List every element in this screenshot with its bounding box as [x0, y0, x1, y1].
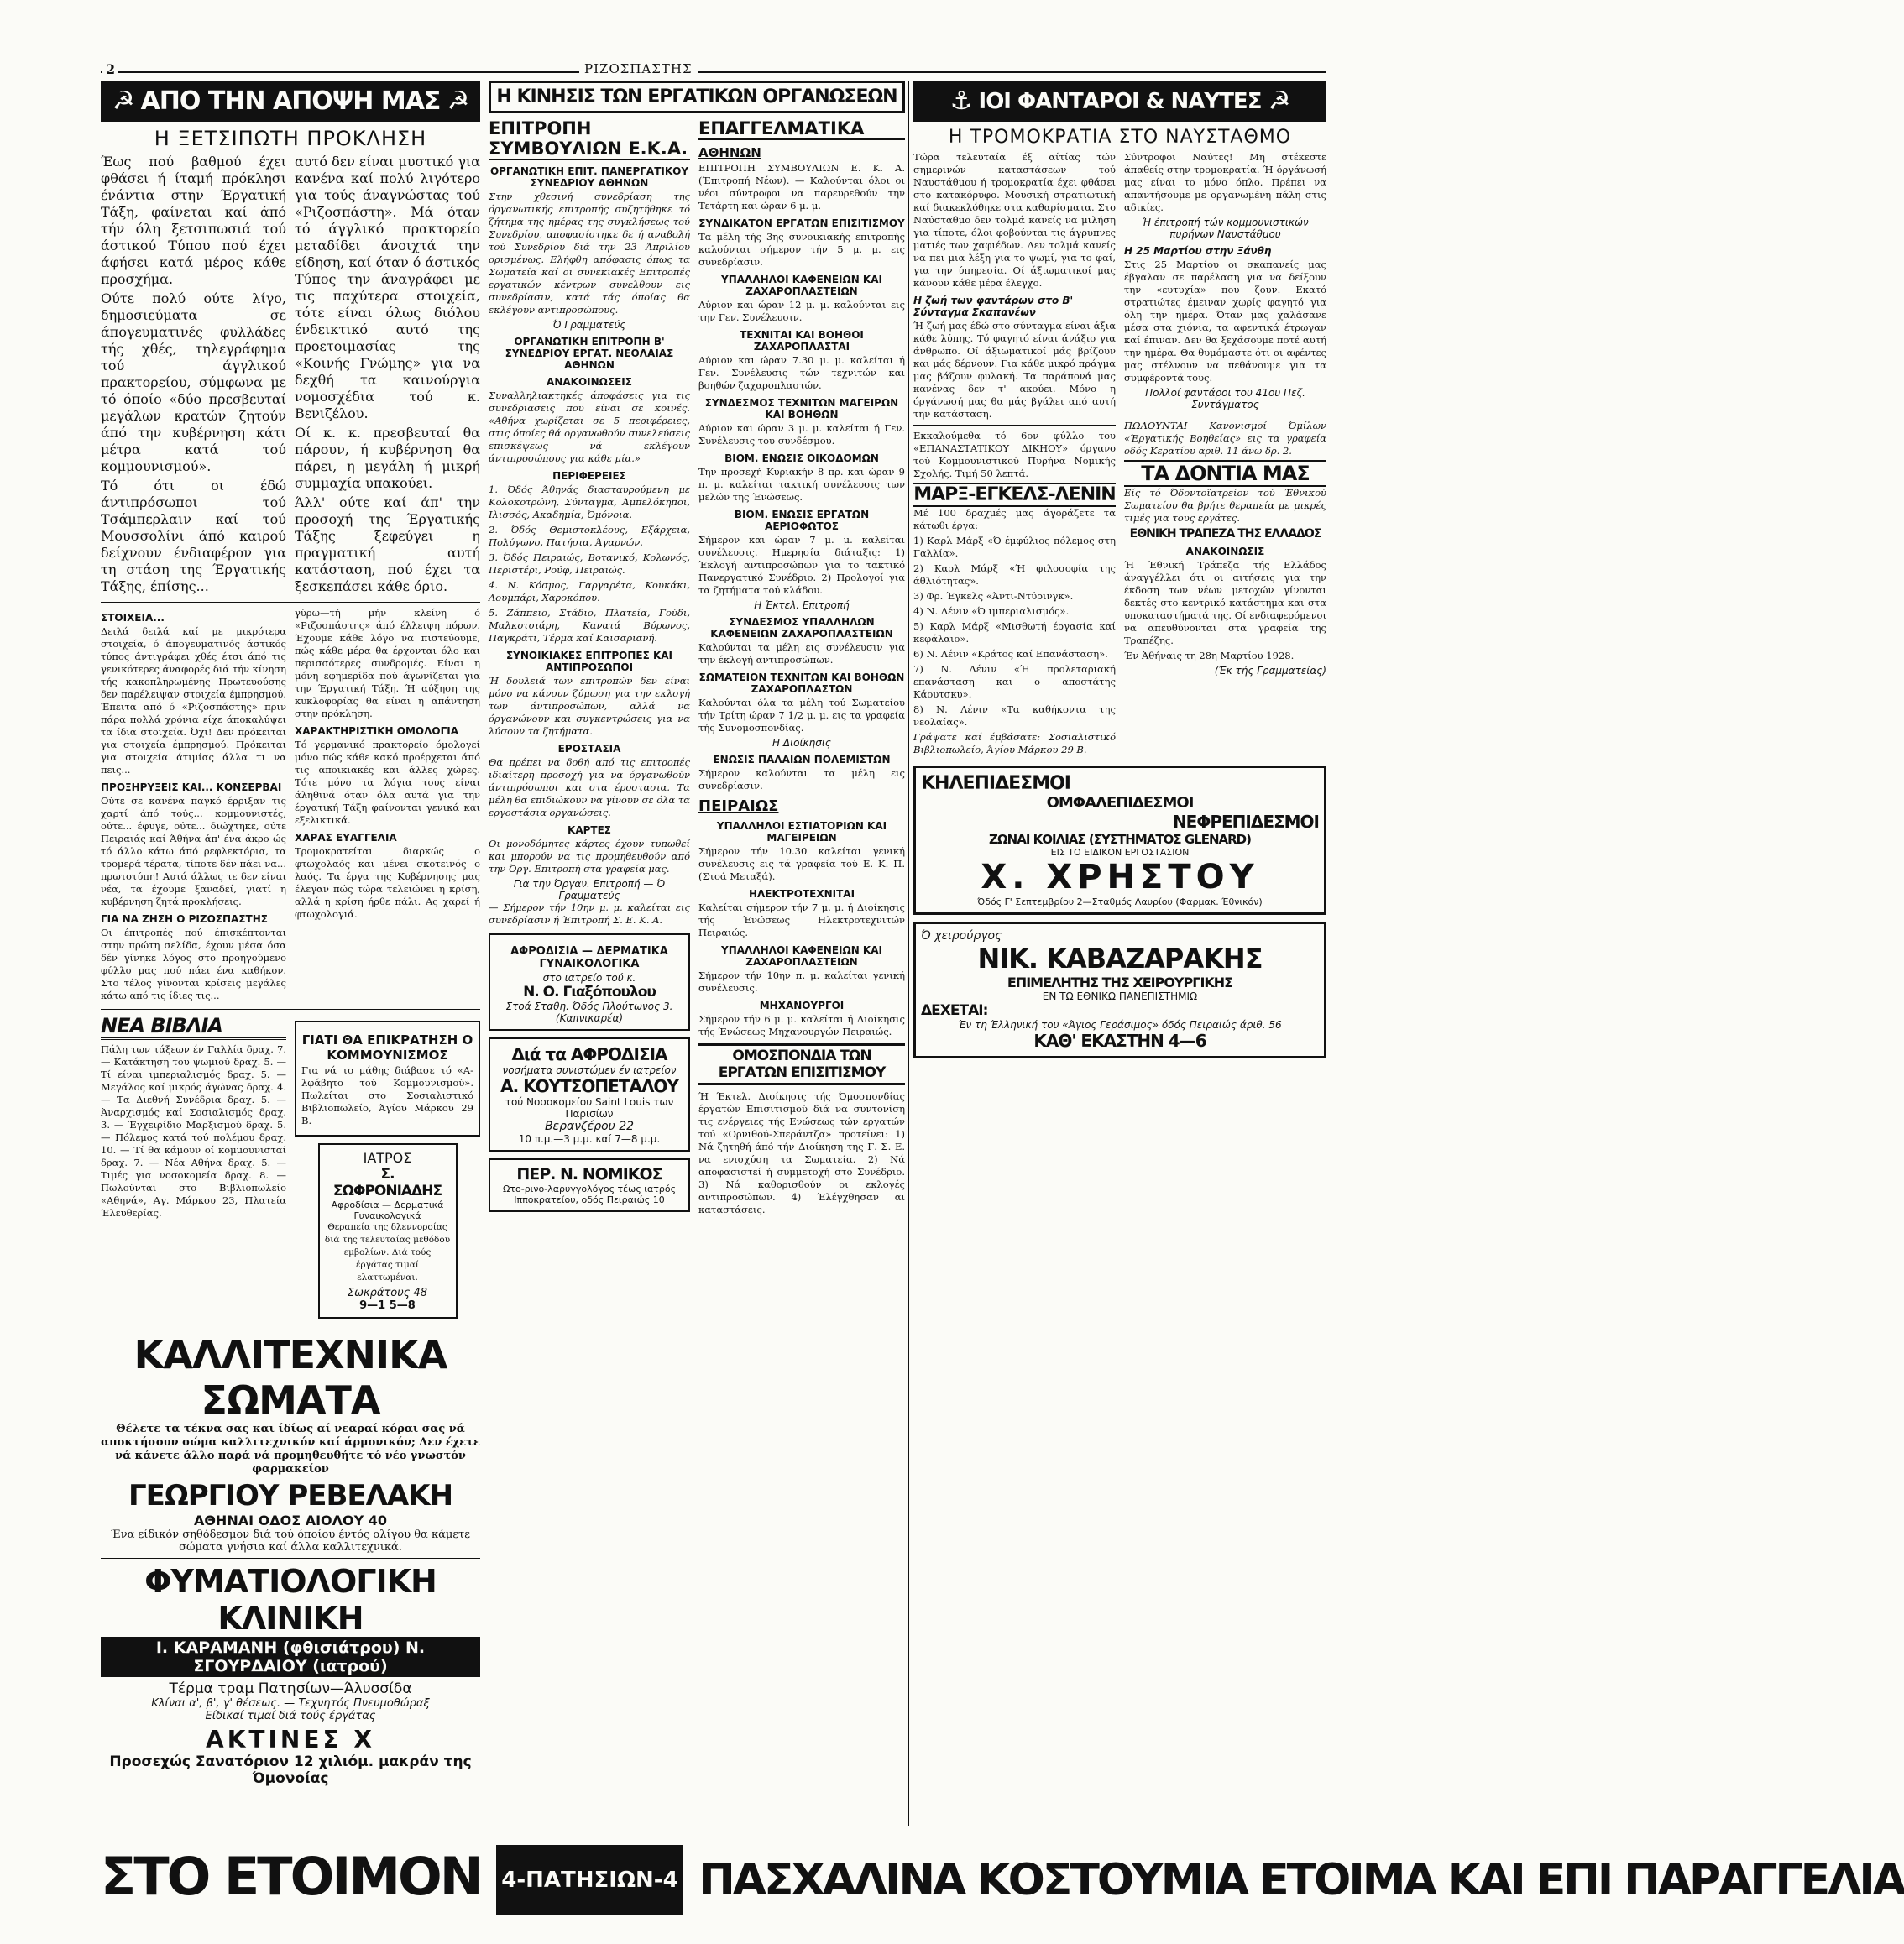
ad-kallitexnika-title: ΚΑΛΛΙΤΕΧΝΙΚΑ ΣΩΜΑΤΑ [133, 1332, 447, 1423]
ad-hours: 10 π.μ.—3 μ.μ. καί 7—8 μ.μ. [518, 1133, 661, 1145]
ad-address: Έν τη Έλληνική του «Άγιος Γεράσιμος» όδός Πειραιώς άριθ. 56 [958, 1019, 1282, 1031]
doctor-address: Σωκράτους 48 [347, 1287, 428, 1299]
ad-name: Ν. Ο. Γιαξόπουλου [523, 984, 656, 1001]
section-banner [913, 81, 1326, 122]
notice-text: Οι μονοδόμητες κάρτες έχουν τυπωθεί και μπορούν να τις προμηθευθούν από την Όργ. Επιτροπή στα γραφεία μας. [489, 838, 690, 875]
notice-text: Θα πρέπει να δοθή από τις επιτροπές ιδιαίτερη προσοχή για να όργανωθούν άντιπρόσωποι και στα έροστασια. Τα μέλη θα επιδιώκουν να γίνουν σε όλα τα εργοστάσια οργανώσεις. [489, 756, 690, 818]
divider [101, 602, 480, 603]
ad-name: ΝΙΚ. ΚΑΒΑΖΑΡΑΚΗΣ [977, 943, 1263, 975]
teeth-text: Είς τό Όδοντοϊατρείον τού Έθνικού Σωματείου θα βρήτε θεραπεία με μικρές τιμές για τους εργάτες. [1124, 487, 1326, 524]
article-heading: Η 25 Μαρτίου στην Ξάνθη [1124, 245, 1272, 257]
notice-subtitle: ΣΥΝΟΙΚΙΑΚΕΣ ΕΠΙΤΡΟΠΕΣ ΚΑΙ ΑΝΤΙΠΡΟΣΩΠΟΙ [505, 650, 673, 673]
region-item: 5. Ζάππειο, Στάδιο, Πλατεία, Γούδι, Μαλκοτσιάρη, Κανατά Βύρωνος, Παγκράτι, Τέρμα καί Καισαριανή. [489, 607, 690, 644]
article-lead: Έως πού βαθμού έχει φθάσει ή ίταμή πρόκλησι ένάντια στην Έργατική Τάξη, φαίνεται καί άπό τήν όλη ξετσιπωσιά τού άστικού Τύπου πού έχει άφήσει κατά μέρος κάθε προσχήμα. [101, 154, 286, 287]
books2-item: 5) Καρλ Μάρξ «Μισθωτή έργασία καί κεφάλαιο». [913, 620, 1116, 645]
ad-nomikos [489, 1158, 690, 1212]
notice-subtitle: ΕΡΟΣΤΑΣΙΑ [557, 743, 621, 755]
ad-line: ΕΙΣ ΤΟ ΕΙΔΙΚΟΝ ΕΡΓΟΣΤΑΣΙΟΝ [1050, 847, 1190, 858]
notice-title: ΟΡΓΑΝΩΤΙΚΗ ΕΠΙΤΡΟΠΗ Β' ΣΥΝΕΔΡΙΟΥ ΕΡΓΑΤ. ΝΕΟΛΑΙΑΣ ΑΘΗΝΩΝ [505, 336, 674, 371]
notice-title: ΤΕΧΝΙΤΑΙ ΚΑΙ ΒΟΗΘΟΙ ΖΑΧΑΡΟΠΛΑΣΤΑΙ [740, 329, 864, 353]
section-heading: ΣΤΟΙΧΕΙΑ... [101, 612, 165, 624]
ad-line: ΕΠΙΜΕΛΗΤΗΣ ΤΗΣ ΧΕΙΡΟΥΡΓΙΚΗΣ [1007, 975, 1233, 990]
ad-text: στο ιατρείο τού κ. [542, 972, 636, 984]
ad-hernia [913, 766, 1326, 915]
article-paragraph: Τό γερμανικό πρακτορείο όμολογεί μόνο πώς κάθε κακό προέρχεται άπό τις αποικιακές και άλλες χώρες. Τότε μόνο τα λόγια τους είναι άληθινά όταν όλα αυτά για την έργατική Τάξη φαίνονται γενικά και εξελικτικά. [295, 739, 480, 826]
article-paragraph: αυτό δεν είναι μυστικό για κανένα καί πολύ λιγότερο για τούς άναγνώστας τού «Ριζοσπάστη». Μά όταν τό άγγλικό πρακτορείο μεταδίδει άνοιχτά την είδηση, καί όταν ό άστικός Τύπος την άναγράφει με τις παχύτερα στοιχεία, τότε είναι όλως διόλου ένδεικτικό αυτό της προετοιμασίας της «Κοινής Γνώμης» για να δεχθή τα καινούργια νομοσχέδια τού κ. Βενιζέλου. [295, 154, 480, 421]
bank-date: Έν Άθήναις τη 28η Μαρτίου 1928. [1124, 650, 1295, 661]
doctor-text: Θεραπεία της δλεννοροίας διά της τελευταίας μεθόδου εμβολίων. Διά τούς έργάτας τιμαί ελαττωμέναι. [324, 1222, 451, 1283]
column-1 [101, 81, 480, 1787]
notice-title: ΣΩΜΑΤΕΙΟΝ ΤΕΧΝΙΤΩΝ ΚΑΙ ΒΟΗΘΩΝ ΖΑΧΑΡΟΠΛΑΣΤΩΝ [698, 672, 905, 695]
region-item: 3. Όδός Πειραιώς, Βοτανικό, Κολωνός, Περιστέρι, Ρούφ, Πειραιώς. [489, 551, 690, 576]
ad-text: Ωτο-ρινο-λαρυγγολόγος τέως ιατρός Ιπποκρατείου, οδός Πειραιώς 10 [502, 1184, 677, 1205]
notice-title: ΒΙΟΜ. ΕΝΩΣΙΣ ΕΡΓΑΤΩΝ ΑΕΡΙΟΦΩΤΟΣ [734, 509, 870, 532]
notice-text: Σήμερον και ώραν 7 μ. μ. καλείται συνέλευσις. Ημερησία διάταξις: 1) Έκλογή αντιπροσώπων για το τακτικό Πανεργατικό Συνέδριο. 2) Προλογοί για τα ζητήματα τού κλάδου. [698, 534, 905, 596]
bottom-banner-middle: 4-ΠΑΤΗΣΙΩΝ-4 [496, 1845, 683, 1915]
article-paragraph: Άλλ' ούτε καί άπ' την προσοχή της Έργατικής Τάξης ξεφεύγει η πραγματική αυτή κατάσταση, πού έχει τα ξεσκεπάσει κάθε όριο. [295, 494, 480, 594]
notice-title: ΣΥΝΔΕΣΜΟΣ ΥΠΑΛΛΗΛΩΝ ΚΑΦΕΝΕΙΩΝ ΖΑΧΑΡΟΠΛΑΣΤΕΙΩΝ [710, 616, 893, 640]
bottom-banner [101, 1843, 1904, 1915]
books2-intro: Μέ 100 δραχμές μας άγοράζετε τα κάτωθι έργα: [913, 507, 1116, 531]
article-paragraph: Οι έπιτροπές πού έπισκέπτονται στην πρώτη σελίδα, έχουν μέσα όσα δέν γίνηκε λόγος στο προηγούμενο φύλλο μας πού πάει ένα καθήκον. Στο τέλος γίνονται κρίσεις μεγάλες κάτω από τις ίδιες τις... [101, 927, 286, 1001]
banner-title: ΑΠΟ ΤΗΝ ΑΠΟΨΗ ΜΑΣ [140, 86, 441, 116]
notice-text: Στην χθεσινή συνεδρίαση της όργανωτικής επιτροπής συζητήθηκε τό ζήτημα της ημέρας της συγκλήσεως τού Συνεδρίου, αποφασίστηκε δε ή αναβολή τού Συνεδρίου διά την 23 Άπριλίου ορισμένως. Ελήφθη απόφασις όπως τα Σωματεία καί οι συνεκιακές Επιτροπές εργατικών κέντρων συνελθουν εις συνεδρίασιν, κατά τάς όποίας θα εκλέγουν αντιπροσώπους. [489, 191, 690, 316]
article-paragraph: Ή ζωή μας έδώ στο σύνταγμα είναι άξια κάθε λύπης. Τό φαγητό είναι άνάξιο για άνθρωπο. Οί άξιωματικοί μάς βρίζουν και μάς δέρνουν. Για κάθε μικρό πράγμα μας βάζουν φυλακή. Τα παράπονά μας κανένας δεν τ' ακούει. Μόνο η όργάνωσή μας θα μάς βγάλει από αυτή την κατάσταση. [913, 320, 1116, 420]
ad-line: ΝΕΦΡΕΠΙΔΕΣΜΟΙ [1172, 812, 1319, 832]
federation-title: ΟΜΟΣΠΟΝΔΙΑ ΤΩΝ ΕΡΓΑΤΩΝ ΕΠΙΣΙΤΙΣΜΟΥ [698, 1043, 905, 1085]
ad-line: ΟΜΦΑΛΕΠΙΔΕΣΜΟΙ [1046, 794, 1194, 812]
books2-title: ΜΑΡΞ-ΕΓΚΕΛΣ-ΛΕΝΙΝ [913, 484, 1116, 505]
notice-text: Ή Έκτελ. Διοίκησις τής Όμοσπονδίας έργατών Επισιτισμού διά να συντονίση τις ενέργειες τής Ενώσεως τών εργατών τού «Ορνιθού-Σπεράντζα» προτείνει: 1) Νά ζητηθή άπό τήν Διοίκηση της Γ. Σ. Ε. να ενισχύση τα Σωματεία. 2) Νά αποφασιστεί ή συμμετοχή στο Συνέδριο. 3) Νά καθορισθούν οι εκλογές αντιπροσώπων. 4) Έλέγχθησαν αι καταστάσεις. [698, 1090, 905, 1215]
books-title: ΝΕΑ ΒΙΒΛΙΑ [101, 1014, 286, 1040]
ad-clinic-doctors: Ι. ΚΑΡΑΜΑΝΗ (φθισιάτρου) Ν. ΣΓΟΥΡΔΑΙΟΥ (ιατρού) [101, 1637, 480, 1677]
notice-title: ΕΝΩΣΙΣ ΠΑΛΑΙΩΝ ΠΟΛΕΜΙΣΤΩΝ [713, 754, 891, 766]
notice-subtitle: ΚΑΡΤΕΣ [568, 824, 611, 836]
ad-text: νοσήματα συνιστώμεν έν ιατρείον [502, 1064, 677, 1076]
article-paragraph: Τό ότι οι έδώ άντιπρόσωποι τού Τσάμπερλαιν καί τού Μουσσολίνι άπό καιρού δείχνουν ένδιαφέρον για τη στάση της Έργατικής Τάξης, έπίσης... [101, 478, 286, 594]
ad-koutsopetalou [489, 1037, 690, 1152]
notice-title: ΥΠΑΛΛΗΛΟΙ ΕΣΤΙΑΤΟΡΙΩΝ ΚΑΙ ΜΑΓΕΙΡΕΙΩΝ [716, 820, 887, 844]
books2-item: 2) Καρλ Μάρξ «Ή φιλοσοφία της άθλιότητας». [913, 562, 1116, 587]
books2-item: 6) Ν. Λένιν «Κράτος καί Επανάσταση». [913, 648, 1108, 660]
notice-text: Αύριον και ώραν 7.30 μ. μ. καλείται ή Γεν. Συνέλευσις τών τεχνιτών και βοηθών ζαχαροπλαστών. [698, 354, 905, 391]
books2-item: 3) Φρ. Έγκελς «Άντι-Ντύρινγκ». [913, 590, 1074, 602]
ad-xrays-title: ΑΚΤΙΝΕΣ Χ [206, 1726, 375, 1753]
notice-subtitle: ΑΝΑΚΟΙΝΩΣΕΙΣ [547, 376, 632, 388]
divider [101, 1558, 480, 1559]
notice-text: Τα μέλη τής 3ης συνοικιακής επιτροπής καλούνται σήμερον τήν 5 μ. μ. εις συνεδρίασιν. [698, 231, 905, 268]
notice-signature: Για την Όργαν. Επιτροπή — Ό Γραμματεύς [513, 878, 666, 901]
books2-item: 8) Ν. Λένιν «Τα καθήκοντα της νεολαίας». [913, 703, 1116, 728]
ad-xrays-text: Προσεχώς Σανατόριον 12 χιλιόμ. μακράν της Όμονοίας [109, 1753, 472, 1787]
notice-text: ΕΠΙΤΡΟΠΗ ΣΥΜΒΟΥΛΙΩΝ Ε. Κ. Α. (Έπιτροπή Νέων). — Καλούνται όλοι οι νέοι σύντροφοι να παρευρεθούν την Τετάρτη και ώραν 6 μ. μ. [698, 162, 905, 212]
article-signature: Πολλοί φαντάροι του 41ου Πεζ. Συντάγματος [1145, 387, 1305, 410]
ad-clinic-line: Είδικαί τιμαί διά τούς έργάτας [205, 1710, 376, 1722]
ad-clinic-line: Κλίναι α', β', γ' θέσεως. — Τεχνητός Πνευμοθώραξ [151, 1697, 430, 1710]
article-paragraph: Σύντροφοι Ναύτες! Μη στέκεστε άπαθείς στην τρομοκρατία. Ή όργάνωσή μας είναι το μόνο όπλο. Πρέπει να απαντήσουμε με οργανωμένη πάλη στις αδικίες. [1124, 151, 1326, 213]
divider [913, 425, 1116, 426]
page-number: 2 [102, 61, 118, 77]
article-title: Η ΞΕΤΣΙΠΩΤΗ ΠΡΟΚΛΗΣΗ [154, 127, 427, 150]
notice-title: ΥΠΑΛΛΗΛΟΙ ΚΑΦΕΝΕΙΩΝ ΚΑΙ ΖΑΧΑΡΟΠΛΑΣΤΕΙΩΝ [721, 944, 882, 968]
column-3 [489, 81, 905, 1219]
section-heading: ΠΡΟΞΗΡΥΞΕΙΣ ΚΑΙ... ΚΟΝΣΕΡΒΑΙ [101, 781, 282, 793]
notice-text: Αύριον και ώραν 3 μ. μ. καλείται ή Γεν. Συνέλευσις του συνδέσμου. [698, 422, 905, 447]
doctor-ad [318, 1143, 458, 1319]
article-heading: Η ζωή των φαντάρων στο Β' Σύνταγμα Σκαπανέων [913, 295, 1074, 318]
article-paragraph: Ούτε σε κανένα παγκό έρριξαν τις χαρτί άπό τούς... κομμουνιστές, ούτε... έφυγε, ούτε... διώχτηκε, ούτε Πειραιάς καί Άθήνα άπ' ένα άκρο ώς τό άλλο κάτω άπό ρεφλεκτόρια, τα τρομερά τέρατα, τίποτε δέν πάει να... πρωτοτύπη! Αυτά άλλως τε δεν είναι νέα, τα έχουμε ξαναδεί, γιατί η κυβέρνηση ζητά προκλήσεις. [101, 795, 286, 907]
doctor-name: Σ. ΣΩΦΡΟΝΙΑΔΗΣ [332, 1166, 442, 1199]
ad-box [295, 1021, 480, 1137]
notice-text: Σήμερον καλούνται τα μέλη εις συνεδρίασιν. [698, 767, 905, 792]
notice-title: ΒΙΟΜ. ΕΝΩΣΙΣ ΟΙΚΟΔΟΜΩΝ [724, 452, 879, 464]
article-paragraph: Τρομοκρατείται διαρκώς ο φτωχολαός και μένει σκοτεινός ο λαός. Τα έργα της Κυβέρνησης μας έλεγαν πώς τώρα τελειώνει η κρίση, αλλά η κρίση ήρθε πάλι. Ας χαρεί ή φτωχολογιά. [295, 845, 480, 920]
column-4 [913, 81, 1326, 1065]
ad-clinic-line: Τέρμα τραμ Πατησίων—Άλυσσίδα [169, 1680, 412, 1697]
region-item: 1. Όδός Άθηνάς διασταυρούμενη με Κολοκοτρώνη, Σύνταγμα, Άμπελόκηποι, Ιλισσός, Ακαδημία, Όμόνοια. [489, 483, 690, 520]
bank-title: ΕΘΝΙΚΗ ΤΡΑΠΕΖΑ ΤΗΣ ΕΛΛΑΔΟΣ [1129, 527, 1321, 541]
notice-text: Καλούνται όλα τα μέλη τού Σωματείου τήν Τρίτη ώραν 7 1/2 μ. μ. εις τα γραφεία τής Συνομοσπονδίας. [698, 697, 905, 734]
notice-text: ΠΩΛΟΥΝΤΑΙ Κανονισμοί Όμίλων «Έργατικής Βοηθείας» εις τα γραφεία οδός Κερατίου αριθ. 11 άνω δρ. 2. [1124, 420, 1326, 457]
section-heading: ΕΠΙΤΡΟΠΗ ΣΥΜΒΟΥΛΙΩΝ Ε.Κ.Α. [489, 118, 690, 160]
ad-surgeon [913, 922, 1326, 1058]
masthead: ΡΙΖΟΣΠΑΣΤΗΣ [579, 61, 698, 76]
hammer-sickle-icon: ☭ [447, 86, 469, 116]
books2-item: 1) Καρλ Μάρξ «Ό έμφύλιος πόλεμος στη Γαλλία». [913, 535, 1116, 559]
teeth-title: ΤΑ ΔΟΝΤΙΑ ΜΑΣ [1124, 460, 1326, 487]
ad-name: Α. ΚΟΥΤΣΟΠΕΤΑΛΟΥ [500, 1076, 678, 1096]
ad-line: Ό χειρούργος [921, 929, 1002, 943]
section-heading: ΕΠΑΓΓΕΛΜΑΤΙΚΑ [698, 118, 905, 140]
section-heading: ΓΙΑ ΝΑ ΖΗΣΗ Ο ΡΙΖΟΣΠΑΣΤΗΣ [101, 913, 268, 925]
notice-signature: Η Έκτελ. Επιτροπή [754, 599, 850, 611]
notice-text: Σήμερον τήν 6 μ. μ. καλείται ή Διοίκησις τής Ένώσεως Μηχανουργών Πειραιώς. [698, 1013, 905, 1037]
region-item: 2. Όδός Θεμιστοκλέους, Εξάρχεια, Πολύγωνο, Πατήσια, Άγαρνών. [489, 524, 690, 548]
books2-footer: Γράψατε καί έμβάσατε: Σοσιαλιστικό Βιβλιοπωλείο, Άγίου Μάρκου 29 Β. [913, 731, 1116, 755]
section-banner: Η ΚΙΝΗΣΙΣ ΤΩΝ ΕΡΓΑΤΙΚΩΝ ΟΡΓΑΝΩΣΕΩΝ [489, 81, 905, 113]
ad-address: Βερανζέρου 22 [544, 1120, 635, 1133]
doctor-specialty: Αφροδίσια — Δερματικά Γυναικολογικά [331, 1199, 444, 1221]
divider [101, 1009, 480, 1010]
ad-kallitexnika-text: Θέλετε τα τέκνα σας και ίδίως αί νεαραί κόραι σας νά αποκτήσουν σώμα καλλιτεχνικόν καί άρμονικόν; Δεν έχετε νά κάνετε άλλο παρά νά προμηθευθήτε τό νέο γνωστόν φαρμακείον [101, 1423, 480, 1476]
ad-text: τού Νοσοκομείου Saint Louis των Παρισίων [505, 1096, 674, 1120]
ad-rebelaki-title: ΓΕΩΡΓΙΟΥ ΡΕΒΕΛΑΚΗ [128, 1479, 453, 1513]
bottom-banner-left: ΣΤΟ ΕΤΟΙΜΟΝ [101, 1846, 481, 1907]
notice-title: ΗΛΕΚΤΡΟΤΕΧΝΙΤΑΙ [748, 888, 855, 900]
region-item: 4. Ν. Κόσμος, Γαργαρέτα, Κουκάκι, Λουμπάρι, Χαροκόπου. [489, 579, 690, 604]
hammer-sickle-icon: ☭ [112, 86, 134, 116]
notice-signature: Ό Γραμματεύς [552, 319, 626, 331]
doctor-label: ΙΑΤΡΟΣ [363, 1150, 412, 1166]
hammer-sickle-icon: ☭ [1268, 86, 1290, 116]
article-paragraph: Ούτε πολύ ούτε λίγο, δημοσιεύματα σε άπογευματινές φυλλάδες τής χθές, τηλεγράφημα τού άγγλικού πρακτορείου, σύμφωνα με τό όποίο «δύο πρεσβευταί μεγάλων κρατών ζητούν άπό την κυβέρνηση κάτι μέτρα κατά τού κομμουνισμού». [101, 290, 286, 474]
article-paragraph: Δειλά δειλά καί με μικρότερα στοιχεία, ό άπογευματινός άστικός τύπος άντιγράφει χθές έτσι άπό τις γενικότερες άναφορές διά τήν κίνηση τής κακοπληρωμένης Πρωτευούσης δεν παρέλειψαν στοιχεία έμπρησμού. Έπειτα από ό «Ριζοσπάστης» πριν πάρα πολλά χρόνια είχε άποκαλύψει τα ίδια στοιχεία. Όχι! Δεν πρόκειται για στοιχεία έμπρησμού. Πρόκειται για στοιχεία άτιμίας άλλα τι να πεις... [101, 625, 286, 776]
ad-title: ΓΙΑΤΙ ΘΑ ΕΠΙΚΡΑΤΗΣΗ Ο ΚΟΜΜΟΥΝΙΣΜΟΣ [301, 1032, 473, 1063]
bank-subtitle: ΑΝΑΚΟΙΝΩΣΙΣ [1185, 546, 1265, 557]
notice-text: Την προσεχή Κυριακήν 8 πρ. και ώραν 9 π. μ. καλείται τακτική συνέλευσις των μελών της Ένώσεως. [698, 466, 905, 503]
ad-text: Για νά το μάθης διάβασε τό «Α-λφάβητο τού Κομμουνισμού». Πωλείται στο Σοσιαλιστικό Βιβλιοπωλείο, Άγίου Μάρκου 29 Β. [301, 1064, 473, 1126]
column-divider [908, 81, 909, 1826]
section-heading: ΧΑΡΑΚΤΗΡΙΣΤΙΚΗ ΟΜΟΛΟΓΙΑ [295, 725, 459, 737]
books-list: Πάλη των τάξεων έν Γαλλία δραχ. 7. — Κατάκτηση του ψωμιού δραχ. 5. — Τί είναι ιμπεριαλισμός δραχ. 5. — Μεγάλος καί μικρός άγώνας δραχ. 4. — Τα Διεθνή Συνέδρια δραχ. 5. — Άναρχισμός καί Σοσιαλισμός δραχ. 3. — Έγχειρίδιο Μαρξισμού δραχ. 5. — Πόλεμος κατά τού πολέμου δραχ. 10. — Τί θα κάμουν οί κομμουνισταί δραχ. 7. — Νέα Αθήνα δραχ. 5. — Τιμές για νοσοκομεία δραχ. 8. — Πωλούνται στο Βιβλιοπωλείο «Αθηνά», Αγ. Μάρκου 23, Πλατεία Έλευθερίας. [101, 1043, 286, 1219]
ad-name: ΠΕΡ. Ν. ΝΟΜΙΚΟΣ [516, 1165, 662, 1184]
ad-line: ΕΝ ΤΩ ΕΘΝΙΚΩ ΠΑΝΕΠΙΣΤΗΜΙΩ [1042, 990, 1198, 1002]
city-heading: ΠΕΙΡΑΙΩΣ [698, 797, 779, 815]
ad-line: ΚΗΛΕΠΙΔΕΣΜΟΙ [921, 773, 1070, 794]
ad-line: ΔΕΧΕΤΑΙ: [921, 1002, 988, 1019]
ad-rebelaki-address: ΑΘΗΝΑΙ ΟΔΟΣ ΑΙΟΛΟΥ 40 [193, 1513, 388, 1529]
notice-text: Καλούνται τα μέλη εις συνέλευσιν για την έκλογή αντιπροσώπων. [698, 641, 905, 666]
article-paragraph: Τώρα τελευταία έξ αίτίας τών σημερινών καταστάσεων τού Ναυστάθμου ή τρομοκρατία έχει φθάσει στο κατακόρυφο. Μουσική στρατιωτική καί διακεκλόθηκε στα καθαρίσματα. Στο Ναύσταθμο δεν τολμά κανείς να μιλήση για τίποτε, όλοι φοβούνται τις άγρυπνες ματιές των χαφιέδων. Δεν τολμά κανείς να πει μια λέξη για το ψωμί, για το φαί, για την ύπηρεσία. Οί άξιωματικοί μας κάνουν κάθε μέρα έλεγχο. [913, 151, 1116, 289]
notice-text: Αύριον και ώραν 12 μ. μ. καλούνται εις την Γεν. Συνέλευσιν. [698, 299, 905, 323]
sailor-portrait-icon: ⚓ [949, 86, 972, 116]
notice-signature: Η Διοίκησις [772, 737, 831, 749]
article-signature: Ή έπιτροπή τών κομμουνιστικών πυρήνων Ναυστάθμου [1142, 217, 1309, 240]
ad-name: Χ. ΧΡΗΣΤΟΥ [981, 858, 1259, 896]
article-paragraph: Οί κ. κ. πρεσβευταί θα πάρουν, ή κυβέρνηση θα πάρει, η μεγάλη ή μικρή συμμαχία υπακούει. [295, 425, 480, 491]
city-heading: ΑΘΗΝΩΝ [698, 145, 761, 160]
ad-address: Όδός Γ' Σεπτεμβρίου 2—Σταθμός Λαυρίου (Φαρμακ. Έθνικόν) [977, 896, 1263, 907]
notice-title: ΜΗΧΑΝΟΥΡΓΟΙ [759, 1000, 845, 1011]
article-paragraph: Στις 25 Μαρτίου οι σκαπανείς μας έβγαλαν σε παρέλαση για να δείξουν την «ευτυχία» που ζουν. Εκατό στρατιώτες έμειναν χωρίς φαγητό για όλη την ημέρα. Όταν μας χαλάσανε μέσα στα χιόνια, τα αφεντικά έτρωγαν καί έπιναν. Δεν θα ξεχάσουμε ποτέ αυτή την ημέρα. Θα θυμόμαστε ότι οι αφέντες μας στέλνουν να πεθάνουμε για τα συμφέροντά τους. [1124, 259, 1326, 384]
notice-title: ΥΠΑΛΛΗΛΟΙ ΚΑΦΕΝΕΙΩΝ ΚΑΙ ΖΑΧΑΡΟΠΛΑΣΤΕΙΩΝ [721, 274, 882, 297]
ad-hours: ΚΑΘ' ΕΚΑΣΤΗΝ 4—6 [1033, 1031, 1206, 1051]
section-banner [101, 81, 480, 122]
bottom-banner-right: ΠΑΣΧΑΛΙΝΑ ΚΟΣΤΟΥΜΙΑ ΕΤΟΙΜΑ ΚΑΙ ΕΠΙ ΠΑΡΑΓΓΕΛΙΑ [698, 1855, 1904, 1905]
notice-text: — Σήμερον τήν 10ην μ. μ. καλείται εις συνεδρίασιν ή Έπιτροπή Σ. Ε. Κ. Α. [489, 901, 690, 926]
article-paragraph: γύρω—τή μήν κλείνη ό «Ριζοσπάστης» άπό έλλειψη πόρων. Έχουμε κάθε λόγο να πιστεύουμε, πώς κάθε μέρα θα έρχονται όλο και περισσότερες συνδρομές. Είναι η μόνη εφημερίδα πού άγωνίζεται για την Έργατική Τάξη. Ή αύξηση της κυκλοφορίας θα είναι η απάντηση στην πρόκληση. [295, 607, 480, 719]
bank-signature: (Έκ τής Γραμματείας) [1214, 665, 1326, 677]
header-rule [101, 71, 1326, 73]
ad-title: Διά τα ΑΦΡΟΔΙΣΙΑ [511, 1044, 667, 1064]
notice-title: ΟΡΓΑΝΩΤΙΚΗ ΕΠΙΤ. ΠΑΝΕΡΓΑΤΙΚΟΥ ΣΥΝΕΔΡΙΟΥ ΑΘΗΝΩΝ [489, 165, 689, 189]
ad-line: ΖΩΝΑΙ ΚΟΙΛΙΑΣ (ΣΥΣΤΗΜΑΤΟΣ GLENARD) [989, 832, 1251, 847]
ad-address: Στοά Σταθη. Όδός Πλούτωνος 3. (Καπνικαρέα) [505, 1001, 673, 1024]
section-heading: ΧΑΡΑΣ ΕΥΑΓΓΕΛΙΑ [295, 832, 397, 844]
notice-text: Συναλληλιακτηκές άποφάσεις για τις συνεδριασεις που είναι σε κοινές. «Αθήνα χωρίζεται σε 5 περιφέρειες, στις όποίες θά οργανωθούν συνελεύσεις επισκέψεως νά εκλέγουν άντιπροσώπους για κάθε μία.» [489, 389, 690, 464]
bank-text: Ή Έθνική Τράπεζα τής Ελλάδος άναγγέλλει ότι οι αιτήσεις για την έκδοση των νέων μετοχών γίνονται δεκτές στο κεντρικό κατάστημα και στα υποκαταστήματά της. Οί ενδιαφερόμενοι να απευθύνονται στα γραφεία της Τραπέζης. [1124, 559, 1326, 646]
ad-clinic-title: ΦΥΜΑΤΙΟΛΟΓΙΚΗ ΚΛΙΝΙΚΗ [144, 1563, 437, 1637]
notice-subtitle: ΠΕΡΙΦΕΡΕΙΕΣ [552, 470, 626, 482]
ad-title: ΑΦΡΟΔΙΣΙΑ — ΔΕΡΜΑΤΙΚΑ ΓΥΝΑΙΚΟΛΟΓΙΚΑ [510, 945, 668, 970]
notice-text: Εκκαλούμεθα τό 6ον φύλλο του «ΕΠΑΝΑΣΤΑΤΙΚΟΥ ΔΙΚΗΟΥ» όργανο τού Κομμουνιστικού Πυρήνα Νομικής Σχολής. Τιμή 50 λεπτά. [913, 430, 1116, 479]
notice-title: ΣΥΝΔΕΣΜΟΣ ΤΕΧΝΙΤΩΝ ΜΑΓΕΙΡΩΝ ΚΑΙ ΒΟΗΘΩΝ [704, 397, 899, 421]
books2-item: 4) Ν. Λένιν «Ό ιμπεριαλισμός». [913, 605, 1070, 617]
notice-text: Σήμερον τήν 10.30 καλείται γενική συνέλευσις εις τά γραφεία τού Ε. Κ. Π. (Στοά Μεταξά). [698, 845, 905, 882]
doctor-hours: 9—1 5—8 [359, 1299, 416, 1312]
notice-text: Καλείται σήμερον τήν 7 μ. μ. ή Διοίκησις τής Ένώσεως Ηλεκτροτεχνιτών Πειραιώς. [698, 901, 905, 938]
notice-title: ΣΥΝΔΙΚΑΤΟΝ ΕΡΓΑΤΩΝ ΕΠΙΣΙΤΙΣΜΟΥ [698, 217, 905, 229]
banner-title: ΙΟΙ ΦΑΝΤΑΡΟΙ & ΝΑΥΤΕΣ [978, 88, 1262, 114]
ad-aphrodisia [489, 933, 690, 1031]
notice-text: Σήμερον τήν 10ην π. μ. καλείται γενική συνέλευσις. [698, 969, 905, 994]
notice-text: Ή δουλειά των επιτροπών δεν είναι μόνο να κάνουν ζύμωση για την εκλογή των άντιπροσώπων, αλλά να όργανώνουν και συγκεντρώσεις για να λύσουν τα ζητήματα. [489, 675, 690, 737]
article-title: Η ΤΡΟΜΟΚΡΑΤΙΑ ΣΤΟ ΝΑΥΣΤΑΘΜΟ [948, 127, 1292, 148]
ad-rebelaki-text: Ένα είδικόν σηθόδεσμον διά τού όποίου έντός ολίγου θα κάμετε σώματα γνήσια καί άλλα καλλιτεχνικά. [111, 1529, 470, 1554]
books2-item: 7) Ν. Λένιν «Ή προλεταριακή επανάσταση και ο αποστάτης Κάουτσκυ». [913, 663, 1116, 700]
